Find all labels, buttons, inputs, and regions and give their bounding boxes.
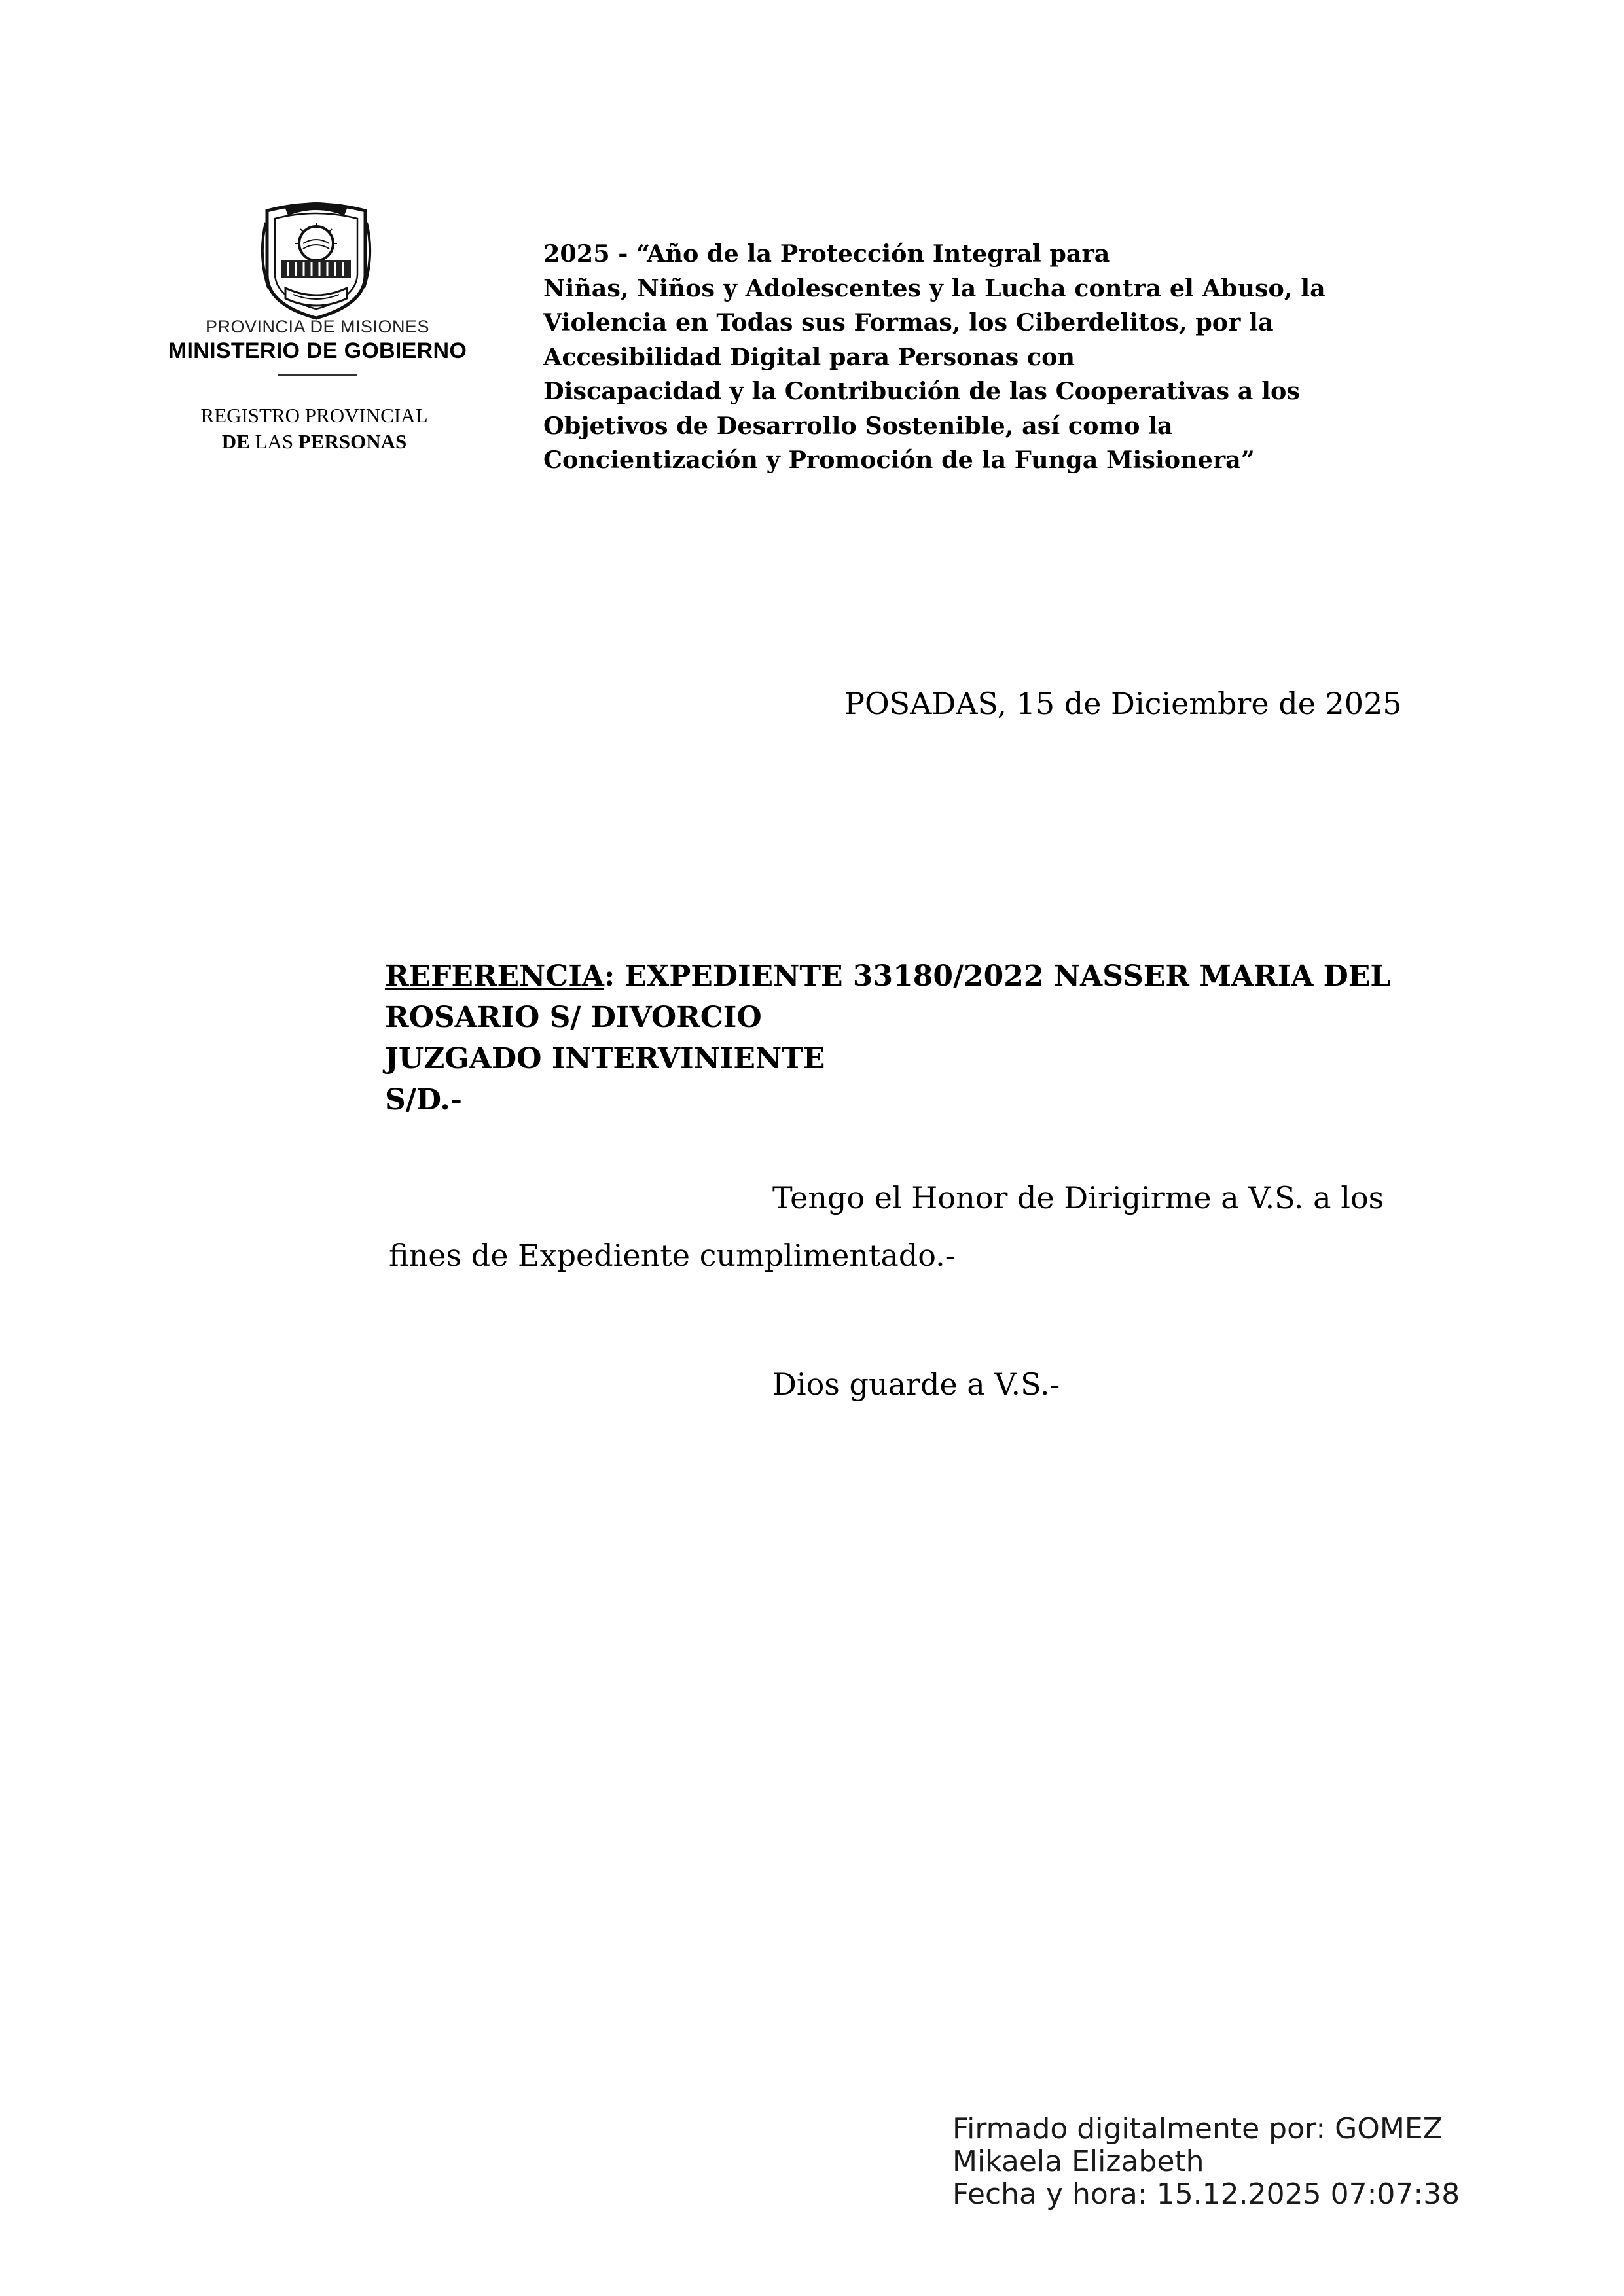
motto-line: 2025 - “Año de la Protección Integral para (543, 240, 1110, 268)
body-line-2: fines de Expediente cumplimentado.- (389, 1238, 956, 1273)
reference-expediente: EXPEDIENTE 33180/2022 NASSER MARIA DEL (615, 960, 1391, 993)
registry-de: DE (221, 430, 250, 453)
closing-line: Dios guarde a V.S.- (772, 1367, 1060, 1402)
motto-line: Niñas, Niños y Adolescentes y la Lucha contra el Abuso, la (543, 274, 1326, 302)
provincial-seal-logo (254, 196, 378, 321)
registry-personas: PERSONAS (298, 430, 407, 453)
body-line-1: Tengo el Honor de Dirigirme a V.S. a los (772, 1180, 1384, 1215)
reference-line-4: S/D.- (385, 1083, 463, 1117)
registry-line-1: REGISTRO PROVINCIAL (200, 404, 428, 427)
ministry-divider (278, 374, 357, 376)
signature-timestamp: Fecha y hora: 15.12.2025 07:07:38 (952, 2178, 1460, 2211)
reference-colon: : (604, 960, 615, 993)
date-line: POSADAS, 15 de Diciembre de 2025 (844, 686, 1402, 721)
registry-line-2 (164, 429, 465, 455)
motto-line: Objetivos de Desarrollo Sostenible, así como la (543, 411, 1173, 440)
ministry-header (151, 315, 484, 376)
year-motto (543, 237, 1447, 478)
motto-line: Concientización y Promoción de la Funga Misionera” (543, 446, 1255, 474)
seal-icon (254, 196, 378, 321)
registry-name (164, 403, 465, 455)
province-name: PROVINCIA DE MISIONES (205, 317, 430, 336)
signature-line-1: Firmado digitalmente por: GOMEZ (952, 2112, 1443, 2145)
reference-block (385, 956, 1498, 1121)
reference-label: REFERENCIA (385, 960, 604, 993)
motto-line: Violencia en Todas sus Formas, los Ciberdelitos, por la (543, 308, 1274, 336)
motto-line: Accesibilidad Digital para Personas con (543, 342, 1075, 371)
registry-las: LAS (249, 430, 298, 453)
reference-line-1 (385, 956, 1498, 997)
digital-signature (952, 2113, 1460, 2211)
motto-line: Discapacidad y la Contribución de las Cooperativas a los (543, 377, 1300, 405)
ministry-name: MINISTERIO DE GOBIERNO (168, 338, 467, 363)
reference-line-2: ROSARIO S/ DIVORCIO (385, 1001, 762, 1034)
signature-line-2: Mikaela Elizabeth (952, 2145, 1204, 2178)
reference-line-3: JUZGADO INTERVINIENTE (385, 1042, 825, 1075)
